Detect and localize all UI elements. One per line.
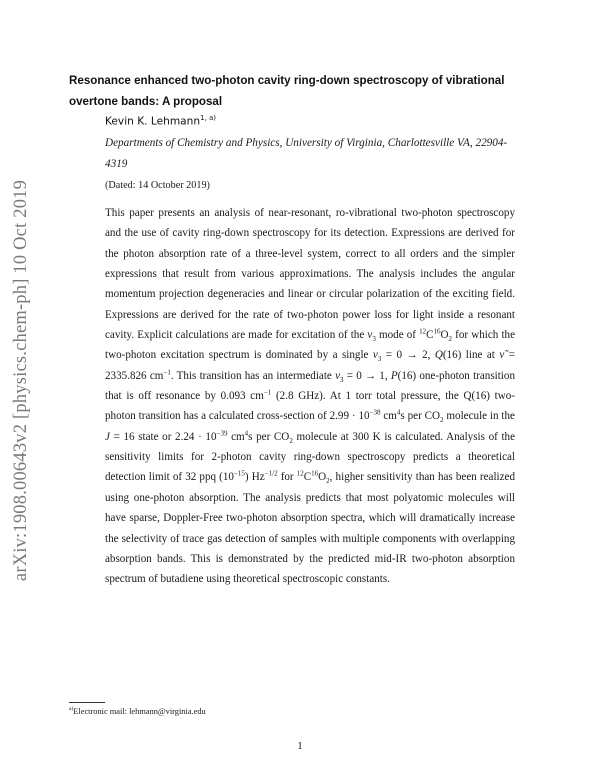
footnote	[69, 706, 206, 716]
page-number: 1	[297, 740, 303, 752]
author-affiliation-marks: 1, a)	[200, 114, 217, 122]
dated-line: (Dated: 14 October 2019)	[105, 180, 210, 191]
footnote-mark: a)	[69, 706, 74, 712]
arxiv-identifier-stamp	[6, 170, 38, 590]
arxiv-identifier-text: arXiv:1908.00643v2 [physics.chem-ph] 10 Oct 2019	[11, 179, 32, 581]
footnote-divider	[69, 702, 105, 703]
footnote-email-text: Electronic mail: lehmann@virginia.edu	[73, 706, 206, 716]
author-affiliation: Departments of Chemistry and Physics, University of Virginia, Charlottesville VA, 22904-4319	[105, 137, 508, 170]
author-name: Kevin K. Lehmann	[105, 115, 201, 128]
paper-title: Resonance enhanced two-photon cavity ring-down spectroscopy of vibrational overtone bands: A proposal	[69, 74, 505, 108]
author-line	[105, 114, 216, 128]
abstract: This paper presents an analysis of near-resonant, ro-vibrational two-photon spectroscopy and the use of cavity ring-down spectroscopy for its detection. Expressions are derived for the photon absorption rate of a three-level system, correct to all orders and the simpler expressions that result from various approximations. The analysis includes the angular momentum projection degeneracies and linear or circular polarization of the exciting field. Expressions are derived for the rate of two-photon power loss for light inside a resonant cavity. Explicit calculations are made for excitation of the $\nu_3$ mode of $^{12}C^{16}O_2$ for which the two-photon excitation spectrum is dominated by a single $\nu_3 = 0 \to 2$, Q(16) line at ν̃ = 2335.826 $cm^{-1}$. This transition has an intermediate $\nu_3 = 0 \to 1$, P(16) one-photon transition that is off resonance by 0.093 $cm^{-1}$ (2.8 GHz). At 1 torr total pressure, the Q(16) two-photon transition has a calculated cross-section of $2.99 \cdot 10^{-38}$ $cm^4s$ per $CO_2$ molecule in the J = 16 state or $2.24 \cdot 10^{-39}$ $cm^4s$ per $CO_2$ molecule at 300 K is calculated. Analysis of the sensitivity limits for 2-photon cavity ring-down spectroscopy predicts a theoretical detection limit of 32 ppq $(10^{-15})$ $Hz^{-1/2}$ for $^{12}C^{16}O_2$, higher sensitivity than has been realized using one-photon absorption. The analysis predicts that most polyatomic molecules will have sparse, Doppler-Free two-photon absorption spectra, which will dramatically increase the selectivity of trace gas detection of samples with multiple components with overlapping absorption bands. This is demonstrated by the predicted mid-IR two-photon absorption spectrum of butadiene using theoretical spectroscopic constants.	[105, 207, 516, 586]
